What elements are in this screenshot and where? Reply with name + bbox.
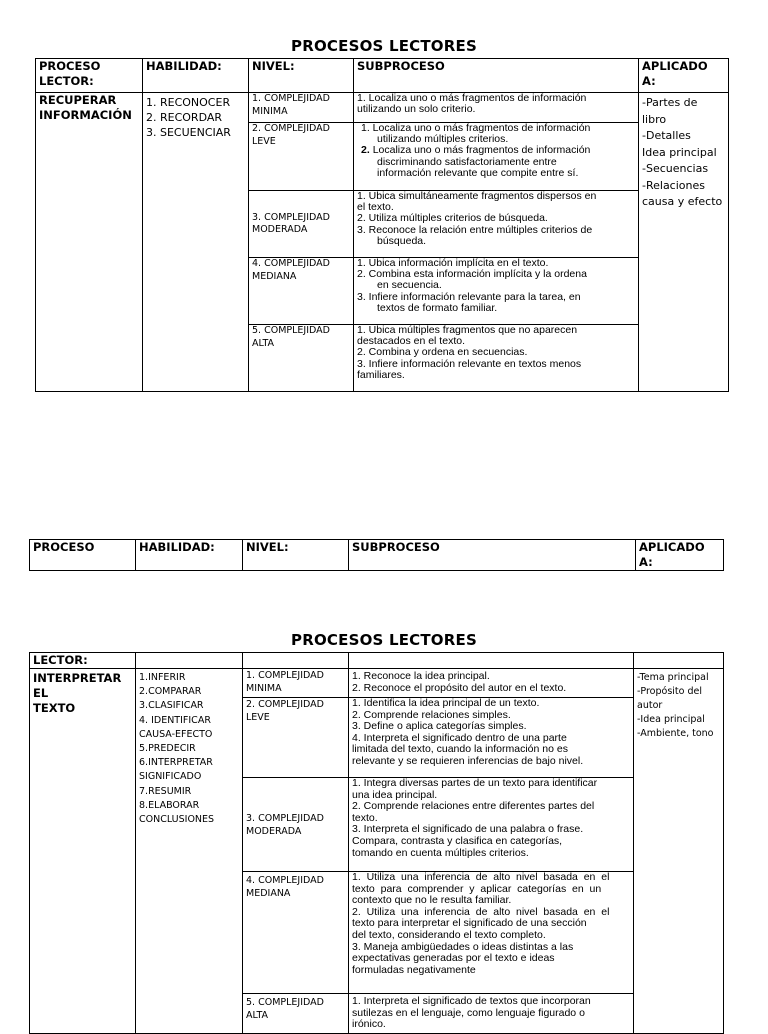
table-recuperar [35,58,729,392]
level-cell: 1. COMPLEJIDAD MINIMA [249,93,354,123]
table-header-strip [29,539,724,571]
proceso-cell: INTERPRETAR EL TEXTO [30,669,136,1034]
subproceso-cell: 1. Ubica información implícita en el texto. 2. Combina esta información implícita y la ordena en secuencia. 3. Infiere información relevante para la tarea, en textos de formato familiar. [354,258,639,325]
proceso-cell: RECUPERAR INFORMACIÓN [36,93,143,392]
level-cell: 1. COMPLEJIDAD MINIMA [243,669,349,698]
section2-title: PROCESOS LECTORES [291,631,477,649]
level-cell: 4. COMPLEJIDAD MEDIANA [243,872,349,994]
level-cell: 2. COMPLEJIDAD LEVE [243,698,349,778]
level-cell: 2. COMPLEJIDAD LEVE [249,123,354,191]
level-cell: 5. COMPLEJIDAD ALTA [243,994,349,1034]
header-aplicado: APLICADO A: [639,59,729,93]
level-cell: 3. COMPLEJIDAD MODERADA [243,778,349,872]
header-habilidad: HABILIDAD: [143,59,249,93]
table-header-row [30,653,724,669]
subproceso-cell: 1. Utiliza una inferencia de alto nivel basada en el texto para comprender y aplicar categorías en un contexto que no le resulta familiar. 2. Utiliza una inferencia de alto nivel basada en el texto para interpretar el significado de una sección del texto, considerando el texto completo. 3. Maneja ambigüedades o ideas distintas a las expectativas generadas por el texto e ideas formuladas negativamente [349,872,634,994]
level-cell: 3. COMPLEJIDAD MODERADA [249,191,354,258]
subproceso-cell: 1. Localiza uno o más fragmentos de información utilizando un solo criterio. [354,93,639,123]
subproceso-cell: 1. Ubica múltiples fragmentos que no aparecen destacados en el texto. 2. Combina y ordena en secuencias. 3. Infiere información relevante en textos menos familiares. [354,325,639,392]
table-row [36,93,729,123]
table-interpretar [29,652,724,1034]
table-header-row [36,59,729,93]
empty-cell [349,653,634,669]
header-subproceso: SUBPROCESO [354,59,639,93]
header-lector: LECTOR: [30,653,136,669]
aplicado-cell: -Tema principal -Propósito del autor -Idea principal -Ambiente, tono [634,669,724,1034]
header-proceso: PROCESO [30,540,136,571]
subproceso-cell: 1. Identifica la idea principal de un texto. 2. Comprende relaciones simples. 3. Define o aplica categorías simples. 4. Interpreta el significado dentro de una parte limitada del texto, cuando la información no es relevante y se requieren inferencias de bajo nivel. [349,698,634,778]
header-nivel: NIVEL: [243,540,349,571]
empty-cell [136,653,243,669]
empty-cell [634,653,724,669]
subproceso-cell: 1. Reconoce la idea principal. 2. Reconoce el propósito del autor en el texto. [349,669,634,698]
subproceso-cell: 1. Interpreta el significado de textos que incorporan sutilezas en el lenguaje, como lenguaje figurado o irónico. [349,994,634,1034]
aplicado-cell: -Partes de libro -Detalles Idea principal -Secuencias -Relaciones causa y efecto [639,93,729,392]
level-cell: 5. COMPLEJIDAD ALTA [249,325,354,392]
table-row [30,669,724,698]
header-subproceso: SUBPROCESO [349,540,636,571]
subproceso-cell: 1. Ubica simultáneamente fragmentos dispersos en el texto. 2. Utiliza múltiples criterios de búsqueda. 3. Reconoce la relación entre múltiples criterios de búsqueda. [354,191,639,258]
level-cell: 4. COMPLEJIDAD MEDIANA [249,258,354,325]
header-nivel: NIVEL: [249,59,354,93]
habilidad-cell: 1. RECONOCER 2. RECORDAR 3. SECUENCIAR [143,93,249,392]
subproceso-cell: 1. Localiza uno o más fragmentos de información utilizando múltiples criterios. 2. Localiza uno o más fragmentos de información discriminando satisfactoriamente entre información relevante que compite entre sí. [354,123,639,191]
table-header-row [30,540,724,571]
subproceso-cell: 1. Integra diversas partes de un texto para identificar una idea principal. 2. Comprende relaciones entre diferentes partes del texto. 3. Interpreta el significado de una palabra o frase. Compara, contrasta y clasifica en categorías, tomando en cuenta múltiples criterios. [349,778,634,872]
section1-title: PROCESOS LECTORES [291,37,477,55]
empty-cell [243,653,349,669]
header-aplicado: APLICADO A: [636,540,724,571]
habilidad-cell: 1.INFERIR 2.COMPARAR 3.CLASIFICAR 4. IDENTIFICAR CAUSA-EFECTO 5.PREDECIR 6.INTERPRETAR SIGNIFICADO 7.RESUMIR 8.ELABORAR CONCLUSIONES [136,669,243,1034]
header-proceso: PROCESO LECTOR: [36,59,143,93]
header-habilidad: HABILIDAD: [136,540,243,571]
